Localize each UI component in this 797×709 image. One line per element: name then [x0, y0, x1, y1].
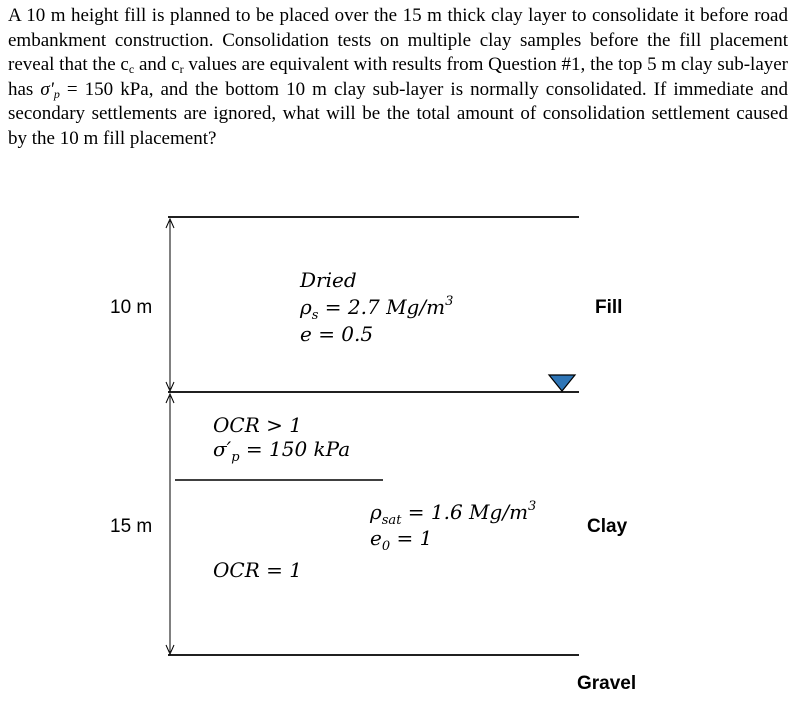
preconsolidation-stress-text: $\sigma'_p = 150$ kPa — [213, 437, 351, 465]
fill-layer-label: Fill — [595, 297, 623, 318]
cr-symbol: $c_r$ — [171, 54, 184, 76]
question-text-1: A 10 m height fill is planned to be placed over the 15 m thick clay layer to consolidate it before road embankment construction. Consolidation tests on multiple clay samples before the fill placement reveal that the — [8, 5, 788, 75]
clay-density-text: $\rho_{sat} = 1.6$ $Mg/m^3$ — [370, 499, 537, 528]
clay-dimension-label: 15 m — [110, 516, 153, 537]
gravel-layer-label: Gravel — [577, 673, 637, 694]
cc-symbol: $c_c$ — [120, 54, 135, 76]
fill-density-text: $\rho_s = 2.7$ $Mg/m^3$ — [300, 294, 454, 323]
water-table-icon — [549, 375, 575, 391]
clay-void-ratio-text: $e_0 = 1$ — [370, 526, 433, 554]
fill-dimension-label: 10 m — [110, 297, 153, 318]
clay-top-ocr-text: OCR > 1 — [213, 413, 302, 437]
question-text-2: values are equivalent with results from Question #1, the top 5 m clay sub-layer has — [8, 54, 789, 100]
fill-state-text: Dried — [300, 268, 357, 292]
clay-dimension-arrow — [166, 394, 174, 654]
and-word: and — [134, 54, 172, 75]
fill-dimension-arrow — [166, 219, 174, 391]
sigma-p-symbol: $\sigma'_p$ — [40, 78, 60, 101]
clay-layer-label: Clay — [587, 516, 628, 537]
fill-void-ratio-text: e = 0.5 — [300, 322, 374, 346]
clay-bottom-ocr-text: OCR = 1 — [213, 558, 302, 582]
question-text-3: = 150 kPa, and the bottom 10 m clay sub-layer is normally consolidated. If immediate and secondary settlements are ignored, what will be the total amount of consolidation settlement caused by the 10 m fill placement? — [8, 78, 789, 149]
